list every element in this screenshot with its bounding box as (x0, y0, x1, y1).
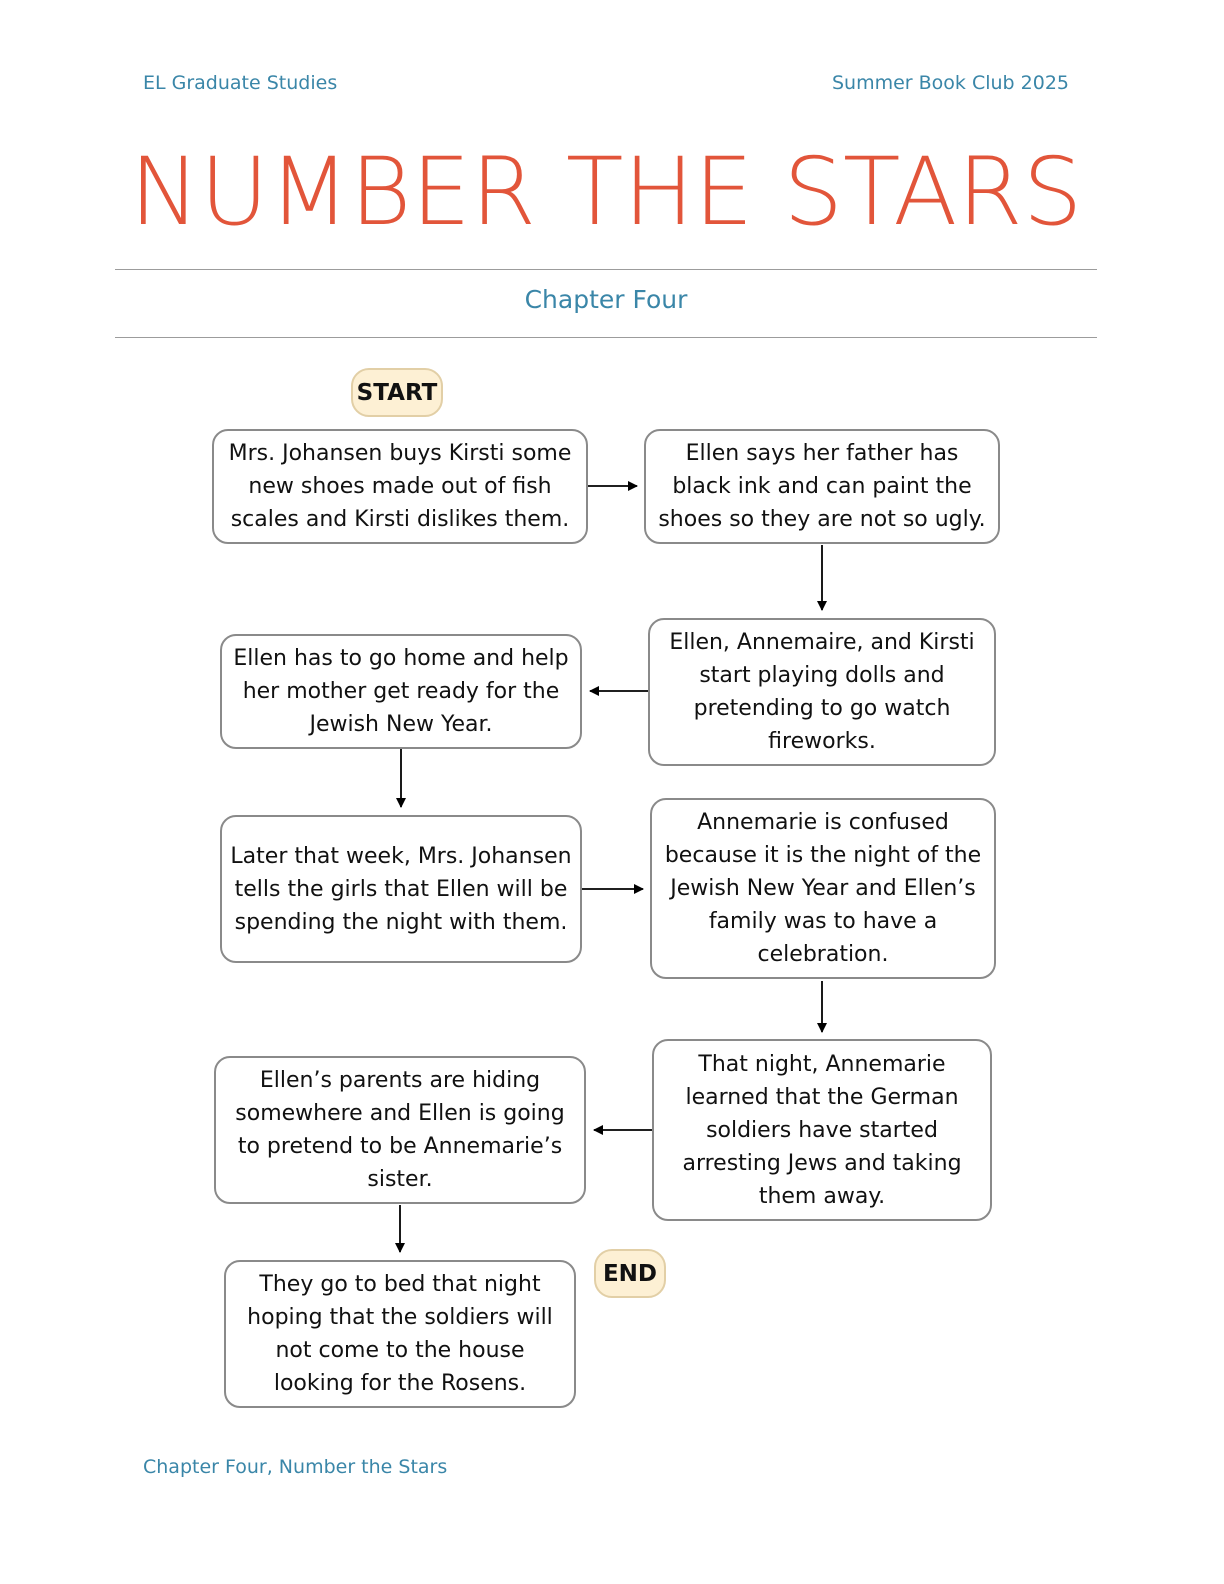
flow-step-9: They go to bed that night hoping that the soldiers will not come to the house looking for the Rosens. (224, 1260, 576, 1408)
flow-step-5: Later that week, Mrs. Johansen tells the girls that Ellen will be spending the night with them. (220, 815, 582, 963)
end-label: END (594, 1249, 666, 1298)
flow-step-3: Ellen, Annemaire, and Kirsti start playing dolls and pretending to go watch fireworks. (648, 618, 996, 766)
flow-step-2: Ellen says her father has black ink and can paint the shoes so they are not so ugly. (644, 429, 1000, 544)
flow-step-7: That night, Annemarie learned that the German soldiers have started arresting Jews and taking them away. (652, 1039, 992, 1221)
header-left-text: EL Graduate Studies (143, 72, 338, 94)
start-label: START (351, 368, 443, 417)
flow-step-1: Mrs. Johansen buys Kirsti some new shoes made out of fish scales and Kirsti dislikes them. (212, 429, 588, 544)
chapter-heading: Chapter Four (524, 285, 688, 314)
flow-step-8: Ellen’s parents are hiding somewhere and Ellen is going to pretend to be Annemarie’s sister. (214, 1056, 586, 1204)
header-right-text: Summer Book Club 2025 (831, 72, 1069, 94)
flow-step-6: Annemarie is confused because it is the night of the Jewish New Year and Ellen’s family was to have a celebration. (650, 798, 996, 979)
footer-text: Chapter Four, Number the Stars (143, 1456, 448, 1478)
flow-step-4: Ellen has to go home and help her mother get ready for the Jewish New Year. (220, 634, 582, 749)
page-title: NUMBER THE STARS (129, 138, 1083, 247)
